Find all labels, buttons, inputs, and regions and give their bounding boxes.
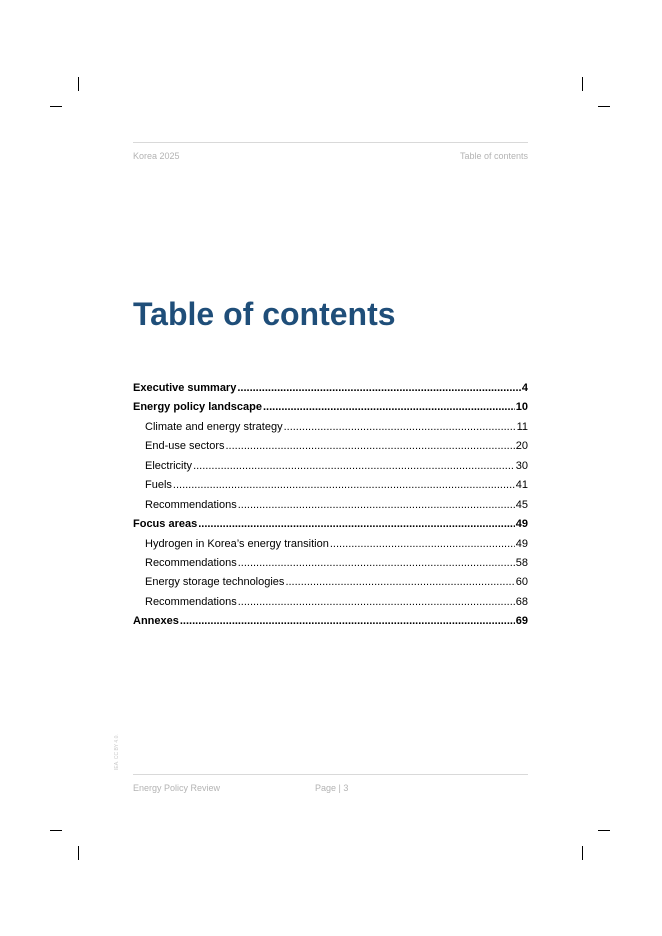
footer-left-text: Energy Policy Review <box>133 783 221 793</box>
crop-mark-top-left-vertical <box>78 77 79 91</box>
crop-mark-bottom-left-horizontal <box>50 830 62 831</box>
header-left-text: Korea 2025 <box>133 151 180 161</box>
toc-dot-leader <box>284 421 516 433</box>
header-right-text: Table of contents <box>459 151 528 161</box>
crop-mark-bottom-right-horizontal <box>598 830 610 831</box>
toc-entry[interactable] <box>133 479 528 498</box>
toc-entry-page: 69 <box>515 615 528 628</box>
toc-dot-leader <box>237 382 521 394</box>
toc-entry-page: 49 <box>515 537 528 550</box>
toc-entry[interactable] <box>133 596 528 615</box>
toc-entry-label: Recommendations <box>145 595 237 608</box>
toc-entry-label: Recommendations <box>145 556 237 569</box>
toc-entry-label: Hydrogen in Korea’s energy transition <box>145 537 329 550</box>
toc-entry[interactable] <box>133 499 528 518</box>
crop-mark-top-right-vertical <box>582 77 583 91</box>
table-of-contents <box>133 382 528 635</box>
toc-entry-page: 4 <box>521 382 528 394</box>
toc-entry[interactable] <box>133 401 528 420</box>
toc-entry[interactable] <box>133 421 528 440</box>
toc-entry-page: 58 <box>515 556 528 569</box>
header-rule <box>133 142 528 143</box>
footer-side-note: IEA. CC BY 4.0. <box>114 734 120 770</box>
toc-entry-label: Recommendations <box>145 498 237 511</box>
crop-mark-top-left-horizontal <box>50 106 62 107</box>
toc-dot-leader <box>173 479 515 491</box>
toc-entry-page: 41 <box>515 479 528 492</box>
toc-entry-page: 30 <box>515 459 528 472</box>
toc-entry[interactable] <box>133 440 528 459</box>
footer-rule <box>133 774 528 775</box>
toc-entry-page: 45 <box>515 498 528 511</box>
crop-mark-bottom-left-vertical <box>78 846 79 860</box>
toc-entry-label: End-use sectors <box>145 440 225 453</box>
toc-entry-label: Executive summary <box>133 382 237 394</box>
toc-dot-leader <box>198 518 515 530</box>
toc-entry-page: 68 <box>515 595 528 608</box>
toc-entry-page: 11 <box>516 420 528 433</box>
toc-entry-label: Climate and energy strategy <box>145 420 283 433</box>
toc-entry-page: 60 <box>515 576 528 589</box>
toc-dot-leader <box>330 538 515 550</box>
toc-entry-label: Annexes <box>133 615 179 628</box>
page-title: Table of contents <box>133 296 396 332</box>
toc-entry-label: Fuels <box>145 479 172 492</box>
crop-mark-bottom-right-vertical <box>582 846 583 860</box>
toc-entry-label: Energy storage technologies <box>145 576 285 589</box>
toc-entry-label: Electricity <box>145 459 193 472</box>
toc-entry[interactable] <box>133 557 528 576</box>
crop-mark-top-right-horizontal <box>598 106 610 107</box>
toc-dot-leader <box>238 499 515 511</box>
toc-entry-label: Energy policy landscape <box>133 401 262 414</box>
toc-dot-leader <box>238 557 515 569</box>
toc-entry-page: 10 <box>515 401 528 414</box>
toc-dot-leader <box>180 615 515 627</box>
toc-entry[interactable] <box>133 538 528 557</box>
toc-entry-page: 20 <box>515 440 528 453</box>
toc-dot-leader <box>263 401 515 413</box>
toc-entry[interactable] <box>133 576 528 595</box>
toc-entry[interactable] <box>133 518 528 537</box>
footer-page-number: Page | 3 <box>315 783 349 793</box>
toc-entry[interactable] <box>133 382 528 401</box>
toc-dot-leader <box>238 596 515 608</box>
toc-entry[interactable] <box>133 460 528 479</box>
toc-dot-leader <box>225 440 514 452</box>
toc-entry[interactable] <box>133 615 528 634</box>
toc-dot-leader <box>285 576 514 588</box>
toc-entry-page: 49 <box>515 518 528 531</box>
toc-dot-leader <box>193 460 515 472</box>
toc-entry-label: Focus areas <box>133 518 198 531</box>
